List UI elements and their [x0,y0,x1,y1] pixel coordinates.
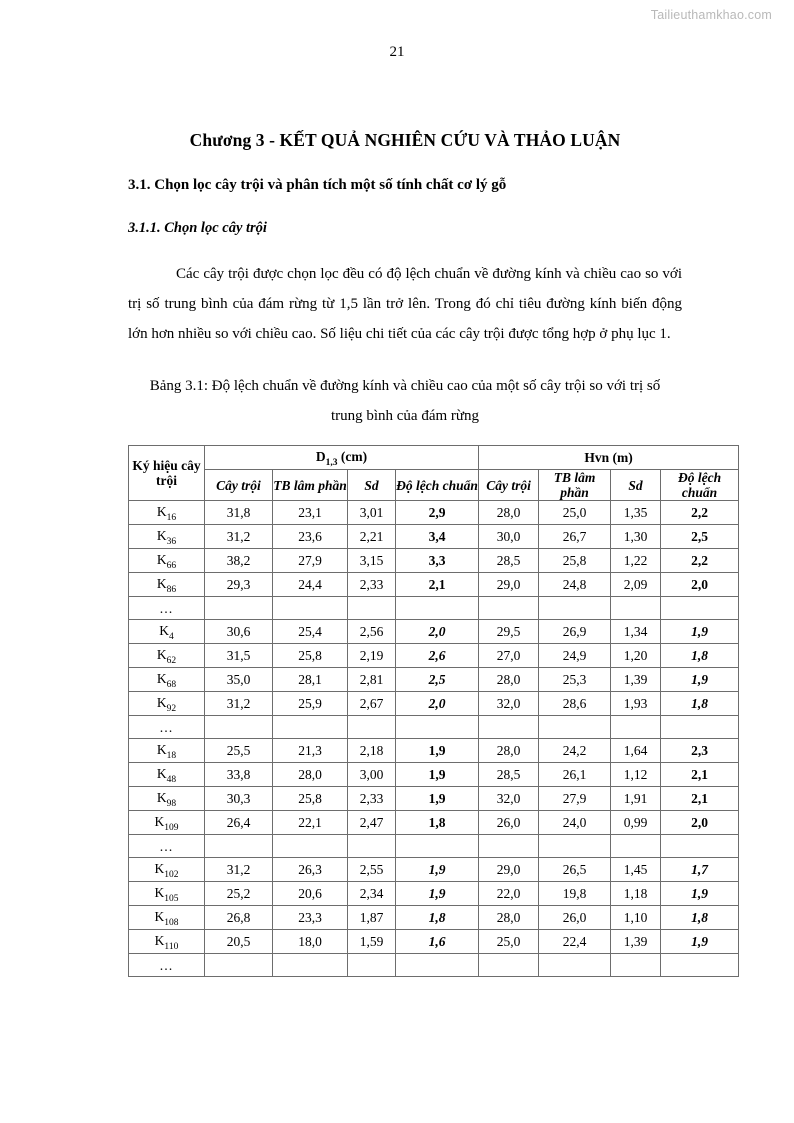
cell-d-cay: 25,5 [205,739,273,763]
cell-d-dlc: 3,3 [396,549,479,573]
cell-d-tb: 18,0 [273,930,348,954]
cell-d-dlc: 3,4 [396,525,479,549]
cell-h-dlc: 1,8 [661,906,739,930]
page-content [128,130,722,977]
column-header-h-tblamphan: TB lâm phần [539,470,611,501]
tree-code-cell [129,668,205,692]
tree-code-cell [129,549,205,573]
cell-d-sd: 2,47 [348,811,396,835]
table-row [129,644,739,668]
cell-h-cay: 26,0 [479,811,539,835]
cell-h-tb: 27,9 [539,787,611,811]
empty-cell [396,954,479,977]
cell-d-sd: 2,19 [348,644,396,668]
empty-cell [661,954,739,977]
tree-code-subscript: 4 [169,631,174,642]
empty-cell [479,954,539,977]
cell-d-tb: 22,1 [273,811,348,835]
cell-h-cay: 22,0 [479,882,539,906]
tree-code-subscript: 110 [164,941,179,952]
cell-d-dlc: 2,0 [396,692,479,716]
tree-code-base: K [154,813,165,829]
cell-h-tb: 26,9 [539,620,611,644]
empty-cell [539,716,611,739]
cell-h-tb: 22,4 [539,930,611,954]
empty-cell [348,954,396,977]
cell-h-dlc: 1,8 [661,644,739,668]
empty-cell [479,835,539,858]
column-header-stub: Ký hiệu cây trội [129,446,205,501]
cell-d-dlc: 1,9 [396,739,479,763]
tree-code-cell [129,620,205,644]
cell-h-cay: 27,0 [479,644,539,668]
cell-h-dlc: 1,7 [661,858,739,882]
cell-d-tb: 25,8 [273,787,348,811]
cell-h-cay: 28,0 [479,739,539,763]
cell-h-tb: 24,9 [539,644,611,668]
table-header-row-groups [129,446,739,470]
cell-h-cay: 28,5 [479,763,539,787]
table-row [129,787,739,811]
cell-d-cay: 35,0 [205,668,273,692]
cell-h-sd: 1,30 [611,525,661,549]
column-header-d-sd: Sd [348,470,396,501]
cell-d-dlc: 1,9 [396,882,479,906]
cell-d-sd: 3,00 [348,763,396,787]
ellipsis-cell: … [129,835,205,858]
empty-cell [396,597,479,620]
cell-h-sd: 1,93 [611,692,661,716]
cell-h-sd: 2,09 [611,573,661,597]
cell-d-dlc: 2,9 [396,501,479,525]
cell-h-sd: 1,34 [611,620,661,644]
cell-d-tb: 23,3 [273,906,348,930]
empty-cell [539,835,611,858]
cell-d-dlc: 2,0 [396,620,479,644]
cell-h-dlc: 2,0 [661,811,739,835]
cell-d-tb: 23,1 [273,501,348,525]
tree-code-subscript: 36 [166,536,177,547]
table-row [129,882,739,906]
tree-code-base: K [156,765,167,781]
tree-code-cell [129,525,205,549]
table-caption-line-2: với trị số trung bình của đám rừng [330,378,661,424]
tree-code-base: K [156,551,167,567]
cell-d-cay: 38,2 [205,549,273,573]
cell-h-tb: 28,6 [539,692,611,716]
table-header-row-subheads [129,470,739,501]
empty-cell [348,597,396,620]
cell-h-tb: 24,8 [539,573,611,597]
tree-code-subscript: 105 [164,893,179,904]
cell-h-sd: 1,39 [611,930,661,954]
cell-d-sd: 2,18 [348,739,396,763]
cell-h-dlc: 2,3 [661,739,739,763]
table-header [129,446,739,501]
tree-code-base: K [156,694,167,710]
cell-h-tb: 26,5 [539,858,611,882]
cell-d-cay: 31,2 [205,692,273,716]
empty-cell [273,835,348,858]
cell-h-sd: 1,22 [611,549,661,573]
cell-h-sd: 1,12 [611,763,661,787]
tree-code-cell [129,501,205,525]
table-separator-row [129,835,739,858]
table-row [129,763,739,787]
page-number: 21 [389,44,405,60]
cell-d-tb: 25,8 [273,644,348,668]
empty-cell [396,835,479,858]
cell-h-dlc: 1,9 [661,620,739,644]
cell-d-tb: 27,9 [273,549,348,573]
tree-code-cell [129,811,205,835]
table-row [129,573,739,597]
body-paragraph: Các cây trội được chọn lọc đều có độ lệch chuẩn về đường kính và chiều cao so với trị số trung bình của đám rừng từ 1,5 lần trở lên. Trong đó chỉ tiêu đường kính biến động lớn hơn nhiều so với chiều cao. Số liệu chi tiết của các cây trội được tổng hợp ở phụ lục 1. [128,266,682,342]
cell-h-sd: 1,18 [611,882,661,906]
empty-cell [273,954,348,977]
cell-h-dlc: 2,5 [661,525,739,549]
table-row [129,858,739,882]
cell-h-cay: 30,0 [479,525,539,549]
cell-h-cay: 25,0 [479,930,539,954]
cell-d-sd: 3,01 [348,501,396,525]
subsection-title: 3.1.1. Chọn lọc cây trội [128,220,267,236]
tree-code-cell [129,930,205,954]
cell-d-sd: 1,87 [348,906,396,930]
cell-h-tb: 25,8 [539,549,611,573]
cell-d-cay: 33,8 [205,763,273,787]
table-row [129,739,739,763]
cell-d-tb: 28,0 [273,763,348,787]
tree-code-cell [129,739,205,763]
table-row [129,501,739,525]
cell-d-tb: 25,4 [273,620,348,644]
cell-d-tb: 24,4 [273,573,348,597]
cell-d-tb: 20,6 [273,882,348,906]
cell-h-sd: 1,10 [611,906,661,930]
tree-code-subscript: 68 [166,679,177,690]
tree-code-base: K [156,527,167,543]
tree-code-base: K [156,741,167,757]
empty-cell [661,597,739,620]
tree-code-cell [129,906,205,930]
tree-code-subscript: 108 [164,917,179,928]
empty-cell [205,954,273,977]
table-separator-row [129,597,739,620]
tree-code-subscript: 92 [166,703,177,714]
cell-d-tb: 21,3 [273,739,348,763]
tree-code-subscript: 98 [166,798,177,809]
ellipsis-cell: … [129,716,205,739]
empty-cell [611,954,661,977]
deviation-data-table [128,445,739,977]
empty-cell [661,716,739,739]
column-group-header-hvn [479,446,739,470]
cell-h-cay: 29,0 [479,573,539,597]
cell-d-sd: 2,56 [348,620,396,644]
column-header-d-caytroi: Cây trội [205,470,273,501]
empty-cell [479,716,539,739]
cell-d-dlc: 1,8 [396,811,479,835]
empty-cell [539,597,611,620]
table-row [129,549,739,573]
cell-d-cay: 31,8 [205,501,273,525]
table-separator-row [129,716,739,739]
column-header-h-dolechchuan: Độ lệch chuẩn [661,470,739,501]
column-header-h-sd: Sd [611,470,661,501]
cell-h-cay: 29,5 [479,620,539,644]
cell-d-cay: 26,4 [205,811,273,835]
cell-h-cay: 32,0 [479,692,539,716]
empty-cell [479,597,539,620]
tree-code-subscript: 86 [166,584,177,595]
cell-d-dlc: 1,9 [396,787,479,811]
group-header-hvn-base: Hvn (m) [584,450,633,465]
cell-h-dlc: 1,9 [661,882,739,906]
cell-h-tb: 24,2 [539,739,611,763]
cell-h-dlc: 2,2 [661,549,739,573]
watermark: Tailieuthamkhao.com [650,8,772,22]
empty-cell [611,597,661,620]
cell-h-sd: 1,91 [611,787,661,811]
cell-d-cay: 26,8 [205,906,273,930]
group-header-d13-subscript: 1,3 [325,457,338,468]
tree-code-base: K [156,503,167,519]
cell-h-tb: 26,1 [539,763,611,787]
tree-code-subscript: 102 [164,869,179,880]
empty-cell [273,597,348,620]
chapter-title: Chương 3 - KẾT QUẢ NGHIÊN CỨU VÀ THẢO LUẬN [189,130,621,150]
tree-code-base: K [154,932,165,948]
tree-code-cell [129,763,205,787]
tree-code-subscript: 18 [166,750,177,761]
tree-code-base: K [154,860,165,876]
cell-d-dlc: 1,6 [396,930,479,954]
tree-code-subscript: 62 [166,655,177,666]
tree-code-subscript: 48 [166,774,177,785]
cell-d-sd: 2,34 [348,882,396,906]
tree-code-subscript: 16 [166,512,177,523]
cell-d-sd: 2,55 [348,858,396,882]
cell-d-dlc: 2,5 [396,668,479,692]
tree-code-base: K [156,789,167,805]
cell-d-cay: 31,2 [205,525,273,549]
cell-h-sd: 1,39 [611,668,661,692]
cell-d-sd: 3,15 [348,549,396,573]
cell-d-dlc: 1,8 [396,906,479,930]
empty-cell [348,835,396,858]
cell-h-dlc: 1,8 [661,692,739,716]
cell-h-tb: 24,0 [539,811,611,835]
cell-h-tb: 26,7 [539,525,611,549]
ellipsis-cell: … [129,954,205,977]
empty-cell [611,835,661,858]
cell-h-cay: 29,0 [479,858,539,882]
cell-h-dlc: 2,0 [661,573,739,597]
cell-d-cay: 25,2 [205,882,273,906]
cell-h-cay: 28,5 [479,549,539,573]
cell-h-sd: 0,99 [611,811,661,835]
cell-h-sd: 1,64 [611,739,661,763]
tree-code-base: K [156,670,167,686]
cell-h-sd: 1,45 [611,858,661,882]
cell-d-sd: 2,81 [348,668,396,692]
table-row [129,668,739,692]
table-body [129,501,739,977]
table-row [129,930,739,954]
cell-h-sd: 1,20 [611,644,661,668]
table-row [129,525,739,549]
cell-h-cay: 28,0 [479,668,539,692]
cell-d-cay: 31,2 [205,858,273,882]
column-header-h-caytroi: Cây trội [479,470,539,501]
tree-code-base: K [156,575,167,591]
tree-code-cell [129,692,205,716]
tree-code-cell [129,858,205,882]
group-header-d13-base: D [315,448,326,464]
cell-d-tb: 25,9 [273,692,348,716]
empty-cell [661,835,739,858]
tree-code-subscript: 109 [164,822,179,833]
cell-d-cay: 20,5 [205,930,273,954]
cell-d-sd: 2,33 [348,573,396,597]
cell-h-dlc: 1,9 [661,668,739,692]
cell-d-dlc: 1,9 [396,858,479,882]
tree-code-base: K [159,622,169,638]
table-row [129,811,739,835]
tree-code-base: K [156,646,167,662]
cell-d-dlc: 2,6 [396,644,479,668]
empty-cell [348,716,396,739]
group-header-d13-unit: (cm) [337,448,368,464]
ellipsis-cell: … [129,597,205,620]
empty-cell [205,716,273,739]
empty-cell [205,597,273,620]
cell-d-sd: 2,21 [348,525,396,549]
empty-cell [273,716,348,739]
cell-d-dlc: 1,9 [396,763,479,787]
cell-h-sd: 1,35 [611,501,661,525]
cell-h-tb: 25,3 [539,668,611,692]
empty-cell [396,716,479,739]
cell-d-cay: 30,3 [205,787,273,811]
empty-cell [205,835,273,858]
cell-d-sd: 1,59 [348,930,396,954]
cell-h-tb: 26,0 [539,906,611,930]
cell-d-tb: 23,6 [273,525,348,549]
column-header-d-tblamphan: TB lâm phần [273,470,348,501]
tree-code-cell [129,882,205,906]
empty-cell [539,954,611,977]
cell-h-dlc: 1,9 [661,930,739,954]
column-group-header-d13 [205,446,479,470]
cell-d-dlc: 2,1 [396,573,479,597]
cell-d-tb: 26,3 [273,858,348,882]
cell-h-tb: 25,0 [539,501,611,525]
table-row [129,692,739,716]
cell-d-cay: 29,3 [205,573,273,597]
tree-code-cell [129,573,205,597]
table-row [129,620,739,644]
table-row [129,906,739,930]
tree-code-subscript: 66 [166,560,177,571]
tree-code-cell [129,787,205,811]
table-caption-line-1: Bảng 3.1: Độ lệch chuẩn về đường kính và chiều cao của một số cây trội so [149,378,603,394]
cell-h-dlc: 2,2 [661,501,739,525]
tree-code-base: K [154,908,165,924]
cell-h-tb: 19,8 [539,882,611,906]
cell-h-cay: 28,0 [479,501,539,525]
tree-code-base: K [154,884,165,900]
cell-h-cay: 32,0 [479,787,539,811]
cell-d-cay: 31,5 [205,644,273,668]
cell-h-dlc: 2,1 [661,787,739,811]
cell-d-cay: 30,6 [205,620,273,644]
cell-d-tb: 28,1 [273,668,348,692]
cell-d-sd: 2,33 [348,787,396,811]
section-title: 3.1. Chọn lọc cây trội và phân tích một số tính chất cơ lý gỗ [128,177,507,193]
table-separator-row [129,954,739,977]
cell-d-sd: 2,67 [348,692,396,716]
tree-code-cell [129,644,205,668]
table-caption [128,371,682,431]
cell-h-cay: 28,0 [479,906,539,930]
column-header-d-dolechchuan: Độ lệch chuẩn [396,470,479,501]
cell-h-dlc: 2,1 [661,763,739,787]
empty-cell [611,716,661,739]
